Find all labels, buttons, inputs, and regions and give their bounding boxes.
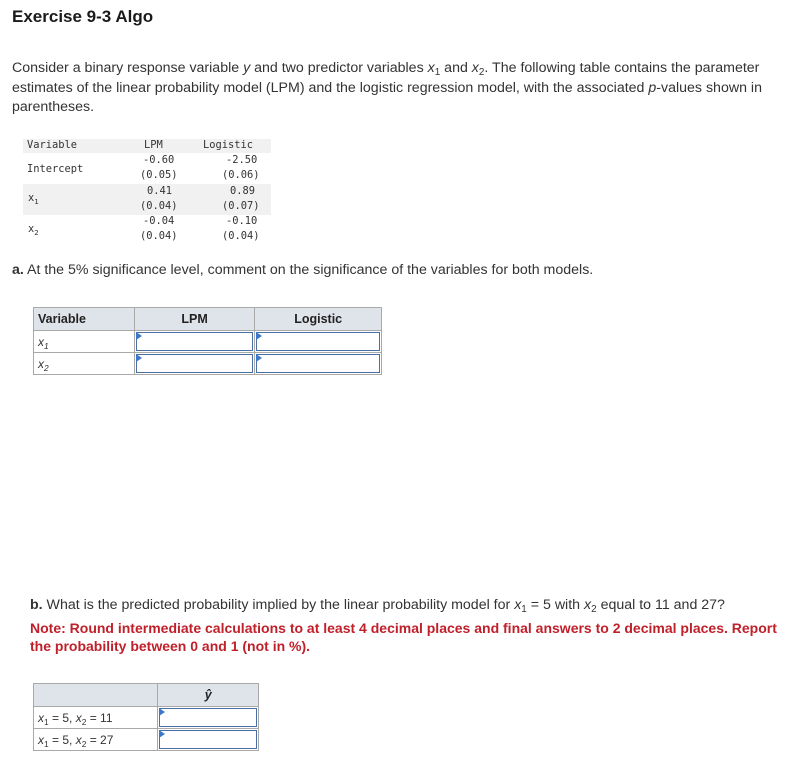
logistic-estimate: -0.10: [226, 215, 258, 227]
answer-field[interactable]: [256, 332, 380, 351]
estimates-var-intercept: Intercept: [27, 163, 84, 175]
yhat-x2-11-input[interactable]: [158, 707, 259, 729]
row-label-x2-27: $x_1 = 5$, $x_2 = 27$: [34, 729, 158, 751]
dropdown-marker-icon: [136, 332, 142, 340]
lpm-pvalue: (0.04): [140, 200, 178, 212]
part-a-question: a. At the 5% significance level, comment on the significance of the variables for both models.: [12, 262, 594, 278]
lpm-pvalue: (0.04): [140, 230, 178, 242]
lpm-estimate: 0.41: [147, 185, 173, 197]
lpm-x1-dropdown[interactable]: [134, 331, 255, 353]
answer-field[interactable]: [159, 730, 257, 749]
row-label-x2-11: $x_1 = 5$, $x_2 = 11$: [34, 707, 158, 729]
problem-intro: Consider a binary response variable y and two predictor variables $x_1$ and $x_2$. The following table contains the parameter estimates of the linear probability model (LPM) and the logistic regression model, with the associated p-values shown in parentheses.: [12, 60, 762, 115]
col-header-yhat: ŷ: [158, 684, 259, 707]
answer-field[interactable]: [159, 708, 257, 727]
lpm-x2-dropdown[interactable]: [134, 353, 255, 375]
logistic-x2-dropdown[interactable]: [255, 353, 382, 375]
logistic-x1-dropdown[interactable]: [255, 331, 382, 353]
col-header-lpm: LPM: [134, 308, 255, 331]
lpm-estimate: -0.04: [143, 215, 175, 227]
rounding-note: Note: Round intermediate calculations to at least 4 decimal places and final answers to 2 decimal places. Report the probability between 0 and 1 (not in %).: [30, 620, 777, 654]
logistic-pvalue: (0.04): [222, 230, 260, 242]
dropdown-marker-icon: [256, 332, 262, 340]
row-label-x1: $x_1$: [34, 331, 135, 353]
answer-field[interactable]: [136, 332, 254, 351]
estimates-var-x2: $x_2$: [28, 223, 39, 237]
answer-field[interactable]: [136, 354, 254, 373]
dropdown-marker-icon: [136, 354, 142, 362]
answer-field[interactable]: [256, 354, 380, 373]
estimates-var-x1: $x_1$: [28, 192, 39, 206]
col-header-logistic: Logistic: [255, 308, 382, 331]
dropdown-marker-icon: [256, 354, 262, 362]
estimates-header-logistic: Logistic: [203, 139, 254, 151]
table-row: [34, 707, 259, 729]
estimates-header-lpm: LPM: [144, 139, 163, 151]
lpm-estimate: -0.60: [143, 154, 175, 166]
part-a-answer-table: [33, 307, 382, 375]
row-label-x2: $x_2$: [34, 353, 135, 375]
table-row: [34, 353, 382, 375]
part-b-answer-table: [33, 683, 259, 751]
col-header-blank: [34, 684, 158, 707]
page-title: Exercise 9-3 Algo: [12, 7, 154, 26]
logistic-pvalue: (0.07): [222, 200, 260, 212]
estimates-header-variable: Variable: [27, 139, 78, 151]
col-header-variable: Variable: [34, 308, 135, 331]
input-marker-icon: [159, 708, 165, 716]
part-b-question: b. What is the predicted probability implied by the linear probability model for $x_1 = 5$ with $x_2$ equal to 11 and 27?: [30, 597, 725, 615]
logistic-estimate: 0.89: [230, 185, 256, 197]
input-marker-icon: [159, 730, 165, 738]
table-row: [34, 331, 382, 353]
logistic-pvalue: (0.06): [222, 169, 260, 181]
logistic-estimate: -2.50: [226, 154, 258, 166]
table-row: [34, 729, 259, 751]
lpm-pvalue: (0.05): [140, 169, 178, 181]
yhat-x2-27-input[interactable]: [158, 729, 259, 751]
